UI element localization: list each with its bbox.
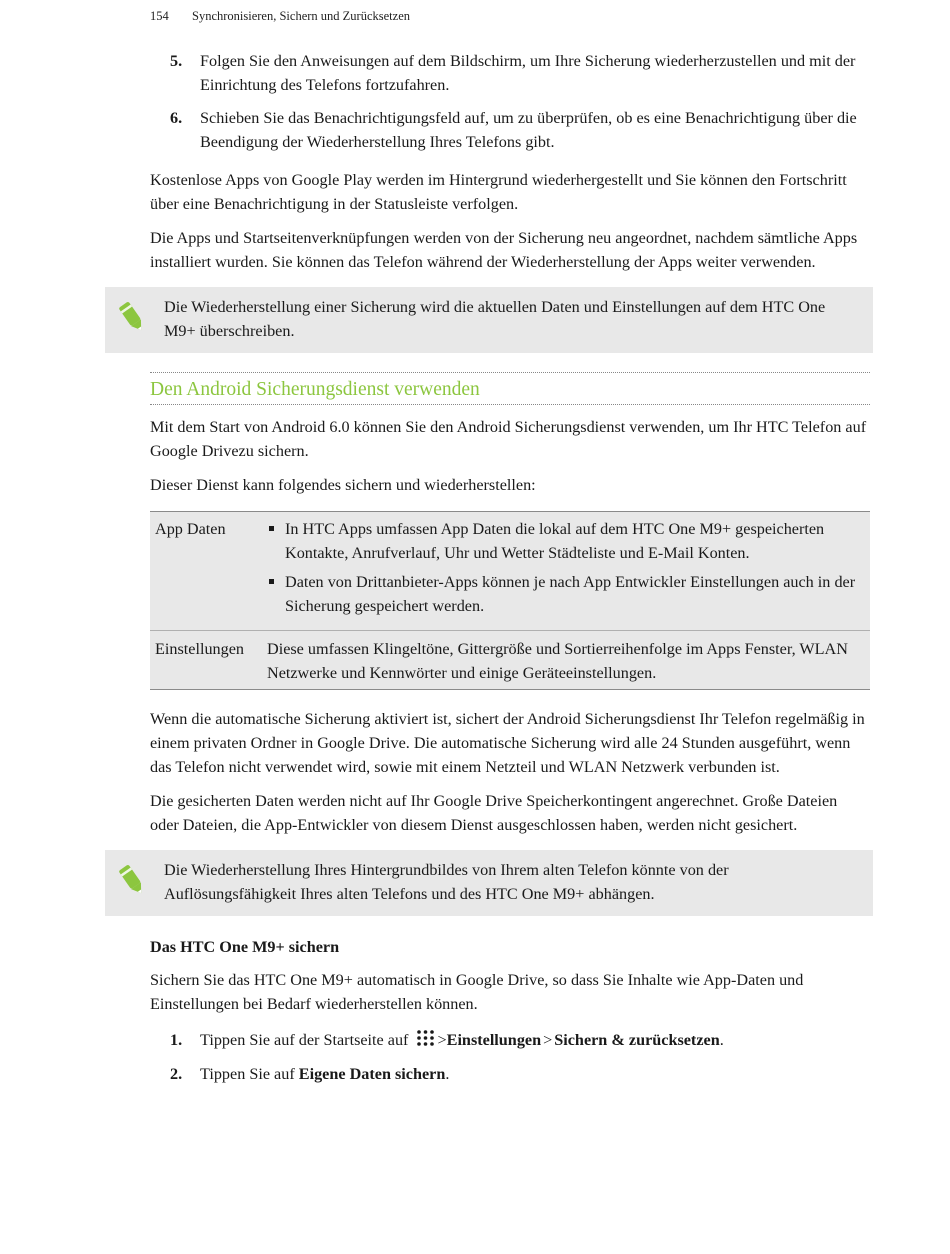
page-header xyxy=(150,9,410,24)
breadcrumb-separator: > xyxy=(543,1031,553,1049)
step-end-punct: . xyxy=(719,1031,724,1049)
table-row xyxy=(150,631,870,690)
paragraph: Die Apps und Startseitenverknüpfungen werden von der Sicherung neu angeordnet, nachdem sämtliche Apps installiert wurden. Sie können das Telefon während der Wiederherstellung der Apps weiter verwenden. xyxy=(150,229,858,271)
list-item-text: Daten von Drittanbieter-Apps können je nach App Entwickler Einstellungen auch in der Sicherung gespeichert werden. xyxy=(285,573,856,615)
note-box xyxy=(105,850,873,916)
row-content xyxy=(262,512,870,631)
bullet-icon xyxy=(269,526,274,531)
step-item xyxy=(150,49,870,97)
bullet-icon xyxy=(269,579,274,584)
step-number: 1. xyxy=(170,1031,183,1049)
row-label: Einstellungen xyxy=(150,631,262,690)
backup-reset-menu-label: Sichern & zurücksetzen xyxy=(554,1031,720,1049)
step-text: Tippen Sie auf xyxy=(200,1065,295,1083)
page-number: 154 xyxy=(150,9,169,23)
step-item xyxy=(150,106,870,154)
step-item xyxy=(150,1028,870,1052)
subsection-title: Das HTC One M9+ sichern xyxy=(150,938,340,956)
step-text: Folgen Sie den Anweisungen auf dem Bildschirm, um Ihre Sicherung wiederherzustellen und mit der Einrichtung des Telefons fortzufahren. xyxy=(200,52,856,94)
table-row xyxy=(150,512,870,631)
section-heading-block xyxy=(150,372,870,405)
breadcrumb-separator: > xyxy=(437,1031,447,1049)
divider xyxy=(150,404,870,405)
note-box xyxy=(105,287,873,353)
paragraph: Kostenlose Apps von Google Play werden im Hintergrund wiederhergestellt und Sie können den Fortschritt über eine Benachrichtigung in der Statusleiste verfolgen. xyxy=(150,171,847,213)
list-item-text: In HTC Apps umfassen App Daten die lokal auf dem HTC One M9+ gespeicherten Kontakte, Anrufverlauf, Uhr und Wetter Städteliste und E-Mail Konten. xyxy=(285,520,825,562)
step-number: 2. xyxy=(170,1065,183,1083)
apps-grid-icon xyxy=(415,1029,436,1047)
list-item xyxy=(267,570,865,618)
row-label: App Daten xyxy=(155,520,226,538)
pencil-note-icon xyxy=(115,299,149,335)
steps-list xyxy=(150,1028,870,1086)
paragraph: Die gesicherten Daten werden nicht auf Ihr Google Drive Speicherkontingent angerechnet. Große Dateien oder Dateien, die App-Entwickler von diesem Dienst ausgeschlossen haben, werden nicht gesichert. xyxy=(150,792,838,834)
page-content xyxy=(150,49,870,1096)
pencil-note-icon xyxy=(115,862,149,898)
paragraph: Wenn die automatische Sicherung aktiviert ist, sichert der Android Sicherungsdienst Ihr Telefon regelmäßig in einem privaten Ordner in Google Drive. Die automatische Sicherung wird alle 24 Stunden ausgeführt, wenn das Telefon nicht verwendet wird, sowie mit einem Netzteil und WLAN Netzwerk verbunden ist. xyxy=(150,710,865,776)
paragraph: Mit dem Start von Android 6.0 können Sie den Android Sicherungsdienst verwenden, um Ihr HTC Telefon auf Google Drivezu sichern. xyxy=(150,418,867,460)
list-item xyxy=(267,517,865,565)
bullet-list xyxy=(267,517,865,618)
backup-info-table xyxy=(150,511,870,690)
step-end-punct: . xyxy=(445,1065,450,1083)
step-item xyxy=(150,1062,870,1086)
note-text: Die Wiederherstellung einer Sicherung wird die aktuellen Daten und Einstellungen auf dem HTC One M9+ überschreiben. xyxy=(164,298,826,340)
backup-data-option-label: Eigene Daten sichern xyxy=(298,1065,446,1083)
step-number: 5. xyxy=(170,52,183,70)
paragraph: Sichern Sie das HTC One M9+ automatisch in Google Drive, so dass Sie Inhalte wie App-Daten und Einstellungen bei Bedarf wiederherstellen können. xyxy=(150,971,804,1013)
paragraph: Dieser Dienst kann folgendes sichern und wiederherstellen: xyxy=(150,476,536,494)
chapter-title: Synchronisieren, Sichern und Zurücksetzen xyxy=(192,9,410,23)
settings-menu-label: Einstellungen xyxy=(446,1031,542,1049)
step-text: Tippen Sie auf der Startseite auf xyxy=(200,1031,409,1049)
note-text: Die Wiederherstellung Ihres Hintergrundbildes von Ihrem alten Telefon könnte von der Auflösungsfähigkeit Ihres alten Telefons und des HTC One M9+ abhängen. xyxy=(164,861,729,903)
section-title: Den Android Sicherungsdienst verwenden xyxy=(150,379,480,400)
row-content: Diese umfassen Klingeltöne, Gittergröße und Sortierreihenfolge im Apps Fenster, WLAN Netzwerke und Kennwörter und einige Geräteeinstellungen. xyxy=(262,631,870,690)
step-number: 6. xyxy=(170,109,183,127)
step-text: Schieben Sie das Benachrichtigungsfeld auf, um zu überprüfen, ob es eine Benachrichtigung über die Beendigung der Wiederherstellung Ihres Telefons gibt. xyxy=(200,109,857,151)
